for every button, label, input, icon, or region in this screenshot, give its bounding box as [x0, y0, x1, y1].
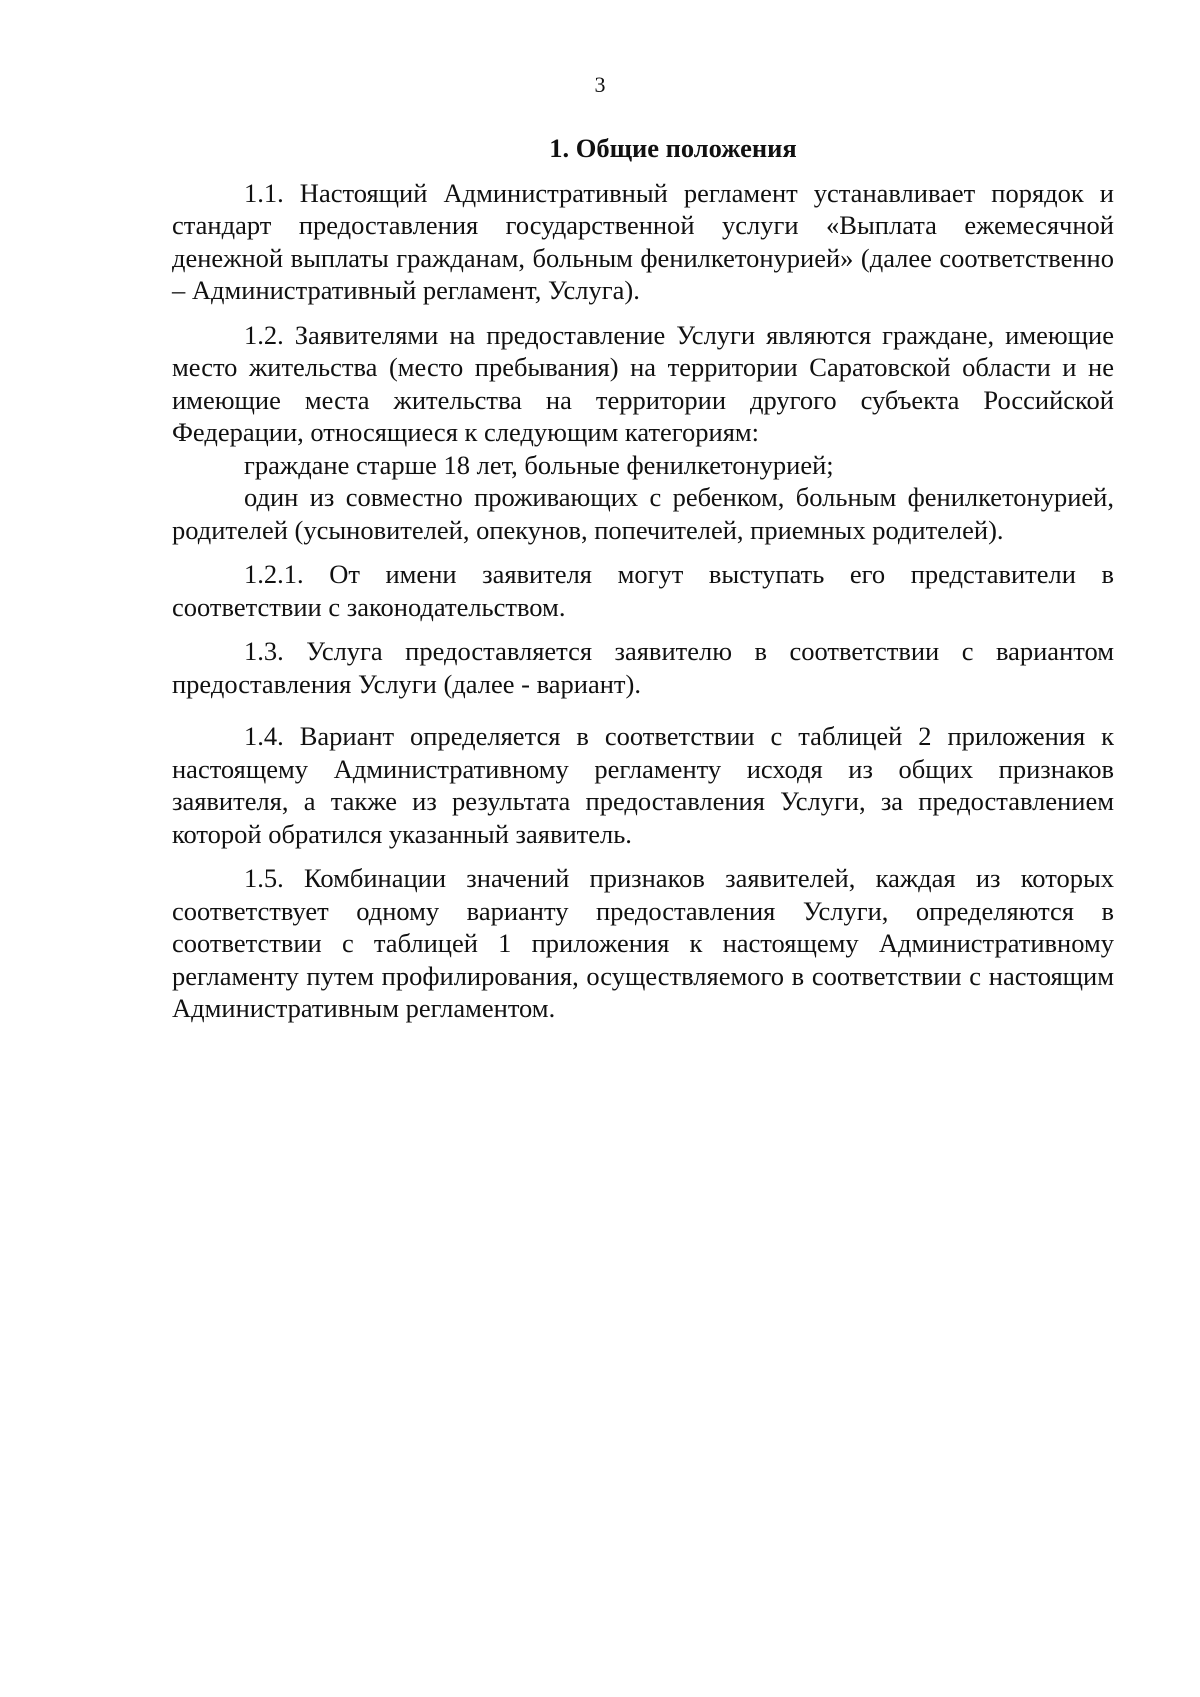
paragraph-1-4: 1.4. Вариант определяется в соответствии с таблицей 2 приложения к настоящему Административному регламенту исходя из общих признаков заявителя, а также из результата предоставления Услуги, за предоставлением которой обратился указанный заявитель.: [172, 721, 1114, 849]
document-body: [172, 132, 1114, 1025]
section-title: 1. Общие положения: [549, 133, 797, 163]
paragraph-1-1: 1.1. Настоящий Административный регламент устанавливает порядок и стандарт предоставления государственной услуги «Выплата ежемесячной денежной выплаты гражданам, больным фенилкетонурией» (далее соответственно – Административный регламент, Услуга).: [172, 177, 1114, 305]
paragraph-1-2: 1.2. Заявителями на предоставление Услуги являются граждане, имеющие место жительства (место пребывания) на территории Саратовской области и не имеющие места жительства на территории другого субъекта Российской Федерации, относящиеся к следующим категориям:: [172, 319, 1114, 447]
list-item-parents: один из совместно проживающих с ребенком, больным фенилкетонурией, родителей (усыновителей, опекунов, попечителей, приемных родителей).: [172, 482, 1114, 545]
paragraph-1-2-1: 1.2.1. От имени заявителя могут выступать его представители в соответствии с законодательством.: [172, 559, 1114, 622]
list-item-adults: граждане старше 18 лет, больные фенилкетонурией;: [244, 449, 834, 480]
paragraph-1-5: 1.5. Комбинации значений признаков заявителей, каждая из которых соответствует одному варианту предоставления Услуги, определяются в соответствии с таблицей 1 приложения к настоящему Административному регламенту путем профилирования, осуществляемого в соответствии с настоящим Административным регламентом.: [172, 863, 1114, 1023]
page-number: 3: [594, 72, 606, 97]
paragraph-1-3: 1.3. Услуга предоставляется заявителю в соответствии с вариантом предоставления Услуги (далее - вариант).: [172, 636, 1114, 699]
